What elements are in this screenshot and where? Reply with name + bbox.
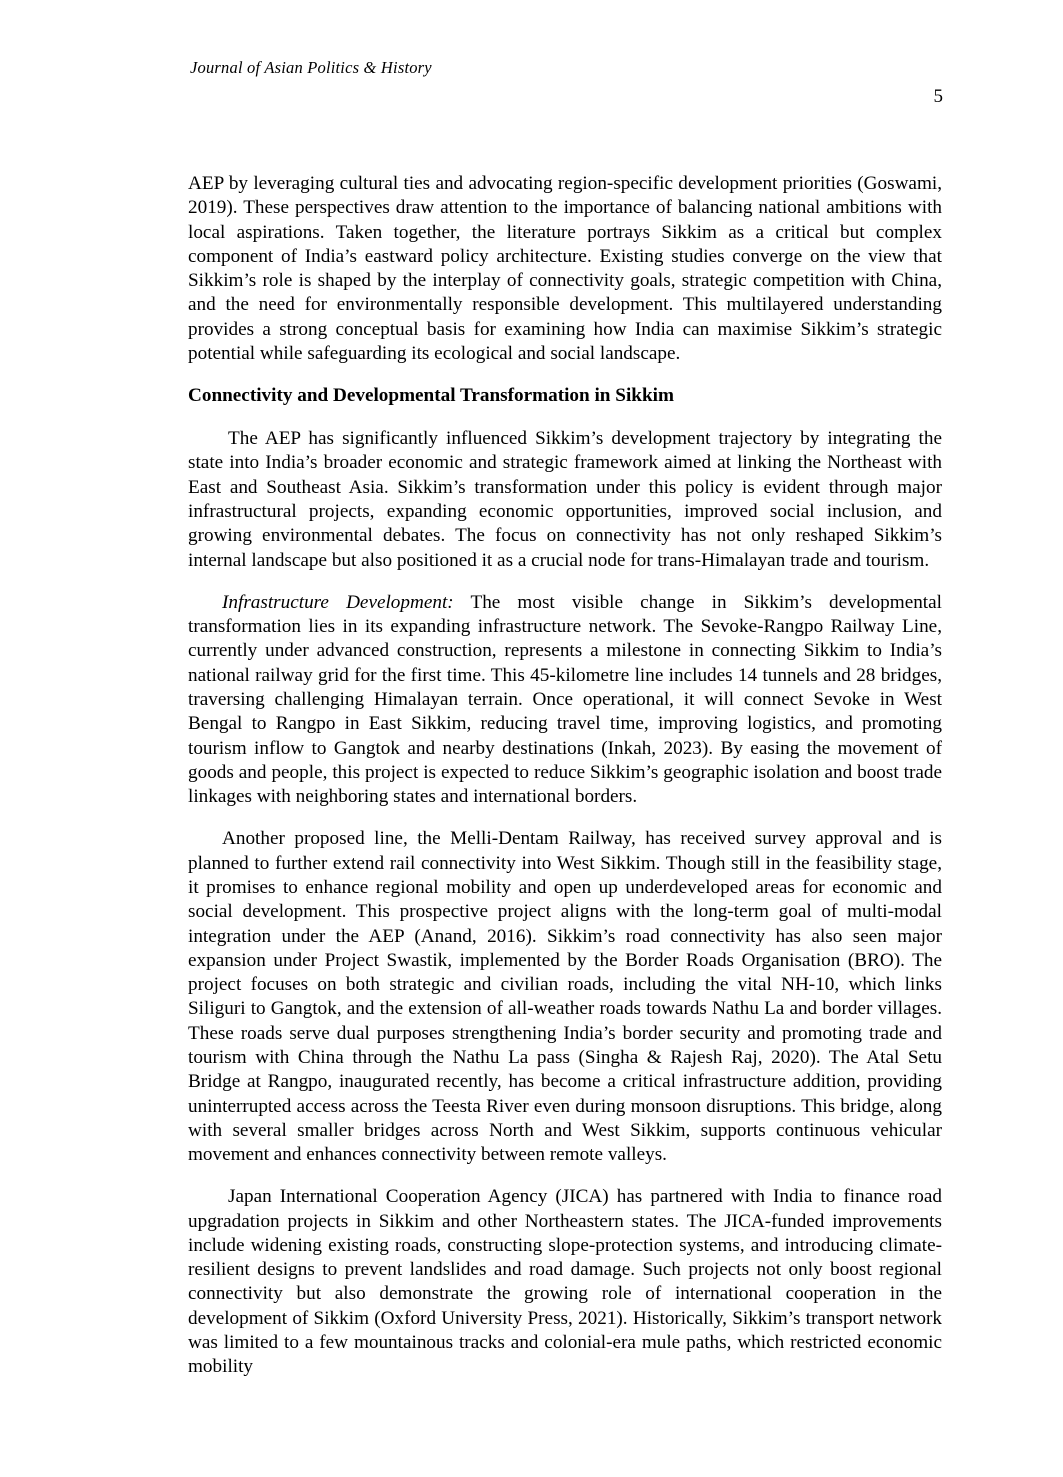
- section-heading-connectivity: Connectivity and Developmental Transformation in Sikkim: [188, 385, 674, 407]
- spacer: [188, 809, 942, 827]
- paragraph-3-text: The most visible change in Sikkim’s developmental transformation lies in its expanding infrastructure network. The Sevoke-Rangpo Railway Line, currently under advanced construction, represents a milestone in connecting Sikkim to India’s national railway grid for the first time. This 45-kilometre line includes 14 tunnels and 28 bridges, traversing challenging Himalayan terrain. Once operational, it will connect Sevoke in West Bengal to Rangpo in East Sikkim, reducing travel time, improving logistics, and promoting tourism inflow to Gangtok and nearby destinations (Inkah, 2023). By easing the movement of goods and people, this project is expected to reduce Sikkim’s geographic isolation and boost trade linkages with neighboring states and international borders.: [188, 591, 942, 808]
- page-number: 5: [933, 86, 943, 107]
- paragraph-4: Another proposed line, the Melli-Dentam Railway, has received survey approval and is planned to further extend rail connectivity into West Sikkim. Though still in the feasibility stage, it promises to enhance regional mobility and open up underdeveloped areas for economic and social development. This prospective project aligns with the long-term goal of multi-modal integration under the AEP (Anand, 2016). Sikkim’s road connectivity has also seen major expansion under Project Swastik, implemented by the Border Roads Organisation (BRO). The project focuses on both strategic and civilian roads, including the vital NH-10, which links Siliguri to Gangtok, and the extension of all-weather roads towards Nathu La and border villages. These roads serve dual purposes strengthening India’s border security and promoting trade and tourism with China through the Nathu La pass (Singha & Rajesh Raj, 2020). The Atal Setu Bridge at Rangpo, inaugurated recently, has become a critical infrastructure addition, providing uninterrupted access across the Teesta River even during monsoon disruptions. This bridge, along with several smaller bridges across North and West Sikkim, supports continuous vehicular movement and enhances connectivity between remote valleys.: [188, 828, 942, 1166]
- paragraph-5: Japan International Cooperation Agency (JICA) has partnered with India to finance road upgradation projects in Sikkim and other Northeastern states. The JICA-funded improvements include widening existing roads, constructing slope-protection systems, and introducing climate-resilient designs to prevent landslides and road damage. Such projects not only boost regional connectivity but also demonstrate the growing role of international cooperation in the development of Sikkim (Oxford University Press, 2021). Historically, Sikkim’s transport network was limited to a few mountainous tracks and colonial-era mule paths, which restricted economic mobility: [188, 1186, 942, 1378]
- paragraph-1: AEP by leveraging cultural ties and advocating region-specific development priorities (Goswami, 2019). These perspectives draw attention to the importance of balancing national ambitions with local aspirations. Taken together, the literature portrays Sikkim as a critical but complex component of India’s eastward policy architecture. Existing studies converge on the view that Sikkim’s role is shaped by the interplay of connectivity goals, strategic competition with China, and the need for environmentally responsible development. This multilayered understanding provides a strong conceptual basis for examining how India can maximise Sikkim’s strategic potential while safeguarding its ecological and social landscape.: [188, 173, 942, 364]
- paragraph-2: The AEP has significantly influenced Sikkim’s development trajectory by integrating the state into India’s broader economic and strategic framework aimed at linking the Northeast with East and Southeast Asia. Sikkim’s transformation under this policy is evident through major infrastructural projects, expanding economic opportunities, improved social inclusion, and growing environmental debates. The focus on connectivity has not only reshaped Sikkim’s internal landscape but also positioned it as a crucial node for trans-Himalayan trade and tourism.: [188, 428, 942, 571]
- run-in-head-infrastructure: Infrastructure Development:: [222, 591, 454, 613]
- paragraph-3: [188, 591, 942, 810]
- body-column: [188, 172, 942, 1380]
- spacer: [188, 366, 942, 384]
- spacer: [188, 409, 942, 427]
- spacer: [188, 1167, 942, 1185]
- running-head: Journal of Asian Politics & History: [190, 58, 432, 77]
- spacer: [188, 573, 942, 591]
